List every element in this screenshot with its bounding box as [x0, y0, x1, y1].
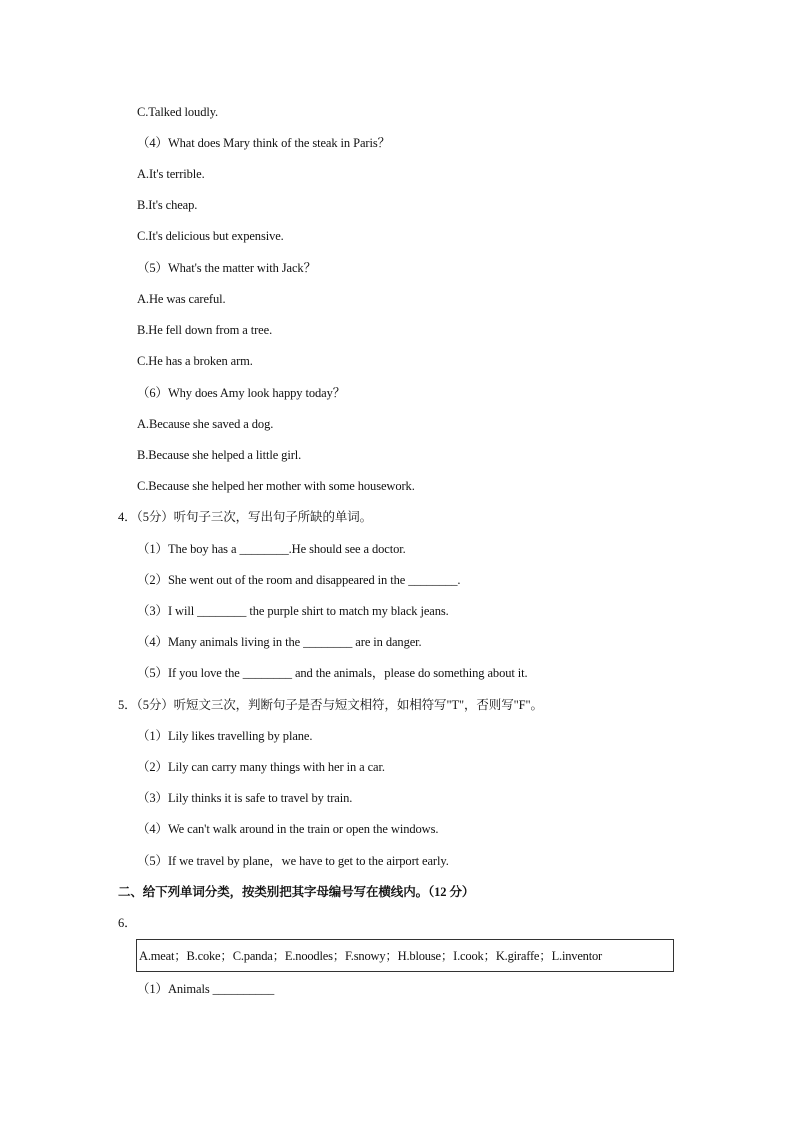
- section-5-heading: 5．（5分）听短文三次，判断句子是否与短文相符，如相符写"T"，否则写"F"。: [118, 698, 543, 712]
- part-two-heading: 二、给下列单词分类，按类别把其字母编号写在横线内。（12 分）: [118, 885, 475, 899]
- statement-5-2: （2）Lily can carry many things with her in a car.: [137, 760, 385, 774]
- question-3-6: （6）Why does Amy look happy today？: [137, 386, 346, 400]
- option-5b: B.He fell down from a tree.: [137, 323, 273, 337]
- option-6b: B.Because she helped a little girl.: [137, 448, 302, 462]
- category-animals: （1）Animals __________: [137, 982, 275, 996]
- option-4c: C.It's delicious but expensive.: [137, 229, 284, 243]
- sentence-4-2: （2）She went out of the room and disappeared in the ________.: [137, 573, 461, 587]
- question-3-5: （5）What's the matter with Jack？: [137, 261, 316, 275]
- sentence-4-1: （1）The boy has a ________.He should see a doctor.: [137, 542, 406, 556]
- section-4-heading: 4．（5分）听句子三次，写出句子所缺的单词。: [118, 510, 373, 524]
- option-3c: C.Talked loudly.: [137, 105, 219, 119]
- question-6-number: 6．: [118, 916, 137, 930]
- question-3-4: （4）What does Mary think of the steak in Paris？: [137, 136, 390, 150]
- option-5a: A.He was careful.: [137, 292, 226, 306]
- option-4b: B.It's cheap.: [137, 198, 198, 212]
- statement-5-3: （3）Lily thinks it is safe to travel by train.: [137, 791, 353, 805]
- statement-5-5: （5）If we travel by plane，we have to get to the airport early.: [137, 854, 449, 868]
- option-6a: A.Because she saved a dog.: [137, 417, 274, 431]
- option-4a: A.It's terrible.: [137, 167, 205, 181]
- statement-5-4: （4）We can't walk around in the train or open the windows.: [137, 822, 439, 836]
- sentence-4-5: （5）If you love the ________ and the animals，please do something about it.: [137, 666, 528, 680]
- option-6c: C.Because she helped her mother with some housework.: [137, 479, 415, 493]
- statement-5-1: （1）Lily likes travelling by plane.: [137, 729, 313, 743]
- sentence-4-4: （4）Many animals living in the ________ are in danger.: [137, 635, 422, 649]
- word-list-text: A.meat；B.coke；C.panda；E.noodles；F.snowy；H.blouse；I.cook；K.giraffe；L.inventor: [139, 949, 602, 963]
- option-5c: C.He has a broken arm.: [137, 354, 253, 368]
- sentence-4-3: （3）I will ________ the purple shirt to match my black jeans.: [137, 604, 449, 618]
- word-list-box: [136, 939, 674, 972]
